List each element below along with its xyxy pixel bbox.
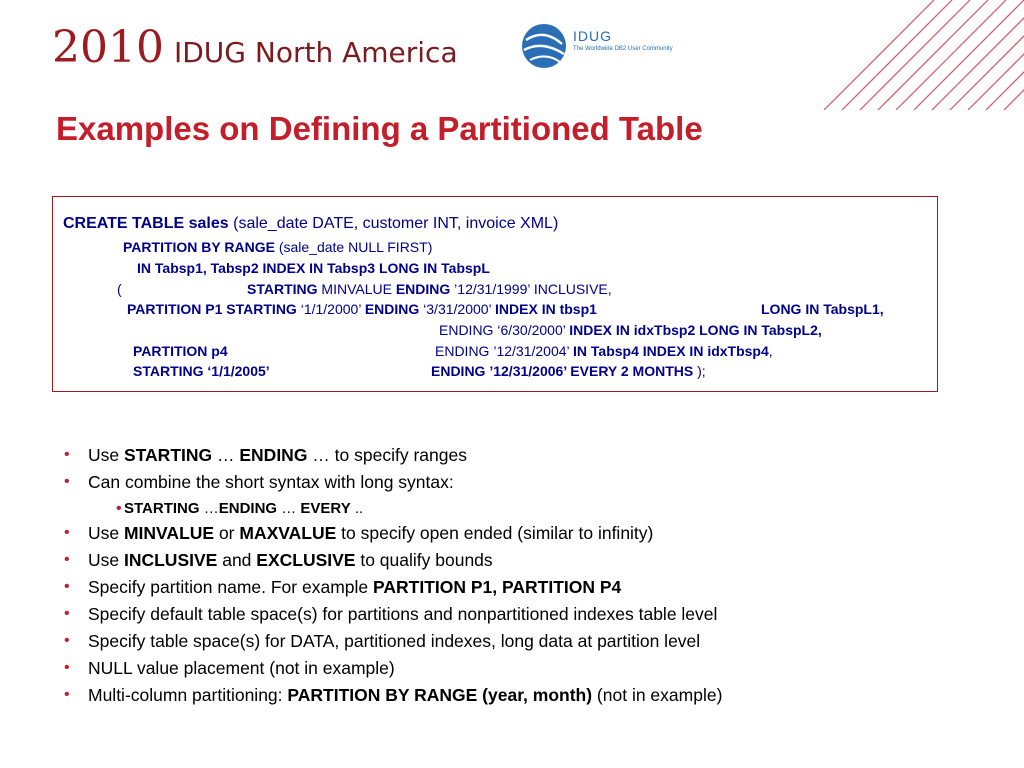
bullet-icon: • xyxy=(64,632,70,649)
code-line-2: PARTITION BY RANGE (sale_date NULL FIRST) xyxy=(123,239,433,255)
bullet-item: • Use MINVALUE or MAXVALUE to specify open ended (similar to infinity) xyxy=(64,523,654,543)
decorative-stripes xyxy=(764,0,1024,110)
sub-bullet-item: • STARTING …ENDING … EVERY .. xyxy=(64,498,722,522)
bullet-item: • Multi-column partitioning: PARTITION BY RANGE (year, month) (not in example) xyxy=(64,685,723,705)
bullet-list xyxy=(64,444,722,711)
code-line-5: PARTITION P1 STARTING ‘1/1/2000’ ENDING ‘3/31/2000’ INDEX IN tbsp1 xyxy=(127,301,597,317)
bullet-item: • Use INCLUSIVE and EXCLUSIVE to qualify bounds xyxy=(64,550,493,570)
code-line-8-rest: ENDING ’12/31/2006’ EVERY 2 MONTHS ); xyxy=(431,363,706,379)
code-example-box xyxy=(52,196,938,392)
bullet-item: • Specify default table space(s) for partitions and nonpartitioned indexes table level xyxy=(64,604,718,624)
idug-logo-text xyxy=(573,28,673,52)
conference-header xyxy=(52,22,458,73)
code-line-7: PARTITION p4 xyxy=(133,343,228,359)
bullet-icon: • xyxy=(64,605,70,622)
code-line-1: CREATE TABLE sales (sale_date DATE, customer INT, invoice XML) xyxy=(63,215,559,232)
bullet-item: • Specify table space(s) for DATA, partitioned indexes, long data at partition level xyxy=(64,631,701,651)
bullet-icon: • xyxy=(116,500,122,517)
bullet-item: • Can combine the short syntax with long syntax: xyxy=(64,472,454,492)
bullet-item: • NULL value placement (not in example) xyxy=(64,658,395,678)
bullet-icon: • xyxy=(64,551,70,568)
bullet-icon: • xyxy=(64,578,70,595)
bullet-icon: • xyxy=(64,659,70,676)
code-line-7-rest: ENDING ’12/31/2004’ IN Tabsp4 INDEX IN idxTbsp4, xyxy=(435,343,773,359)
header-conference: IDUG North America xyxy=(173,36,458,69)
slide-title: Examples on Defining a Partitioned Table xyxy=(56,110,703,147)
bullet-icon: • xyxy=(64,524,70,541)
code-line-4-rest: STARTING MINVALUE ENDING ’12/31/1999’ INCLUSIVE, xyxy=(247,281,612,297)
logo-tagline: The Worldwide DB2 User Community xyxy=(573,46,673,52)
bullet-icon: • xyxy=(64,446,70,463)
header-year: 2010 xyxy=(52,22,164,73)
code-line-5-long: LONG IN TabspL1, xyxy=(761,301,884,317)
code-line-3: IN Tabsp1, Tabsp2 INDEX IN Tabsp3 LONG IN TabspL xyxy=(137,260,490,276)
logo-name: IDUG xyxy=(573,28,612,44)
bullet-item: • Use STARTING … ENDING … to specify ranges xyxy=(64,445,467,465)
code-line-4: ( xyxy=(117,281,122,297)
code-line-8: STARTING ‘1/1/2005’ xyxy=(133,363,270,379)
code-line-6: ENDING ‘6/30/2000’ INDEX IN idxTbsp2 LONG IN TabspL2, xyxy=(439,322,822,338)
bullet-icon: • xyxy=(64,686,70,703)
bullet-item: • Specify partition name. For example PARTITION P1, PARTITION P4 xyxy=(64,577,622,597)
bullet-icon: • xyxy=(64,473,70,490)
